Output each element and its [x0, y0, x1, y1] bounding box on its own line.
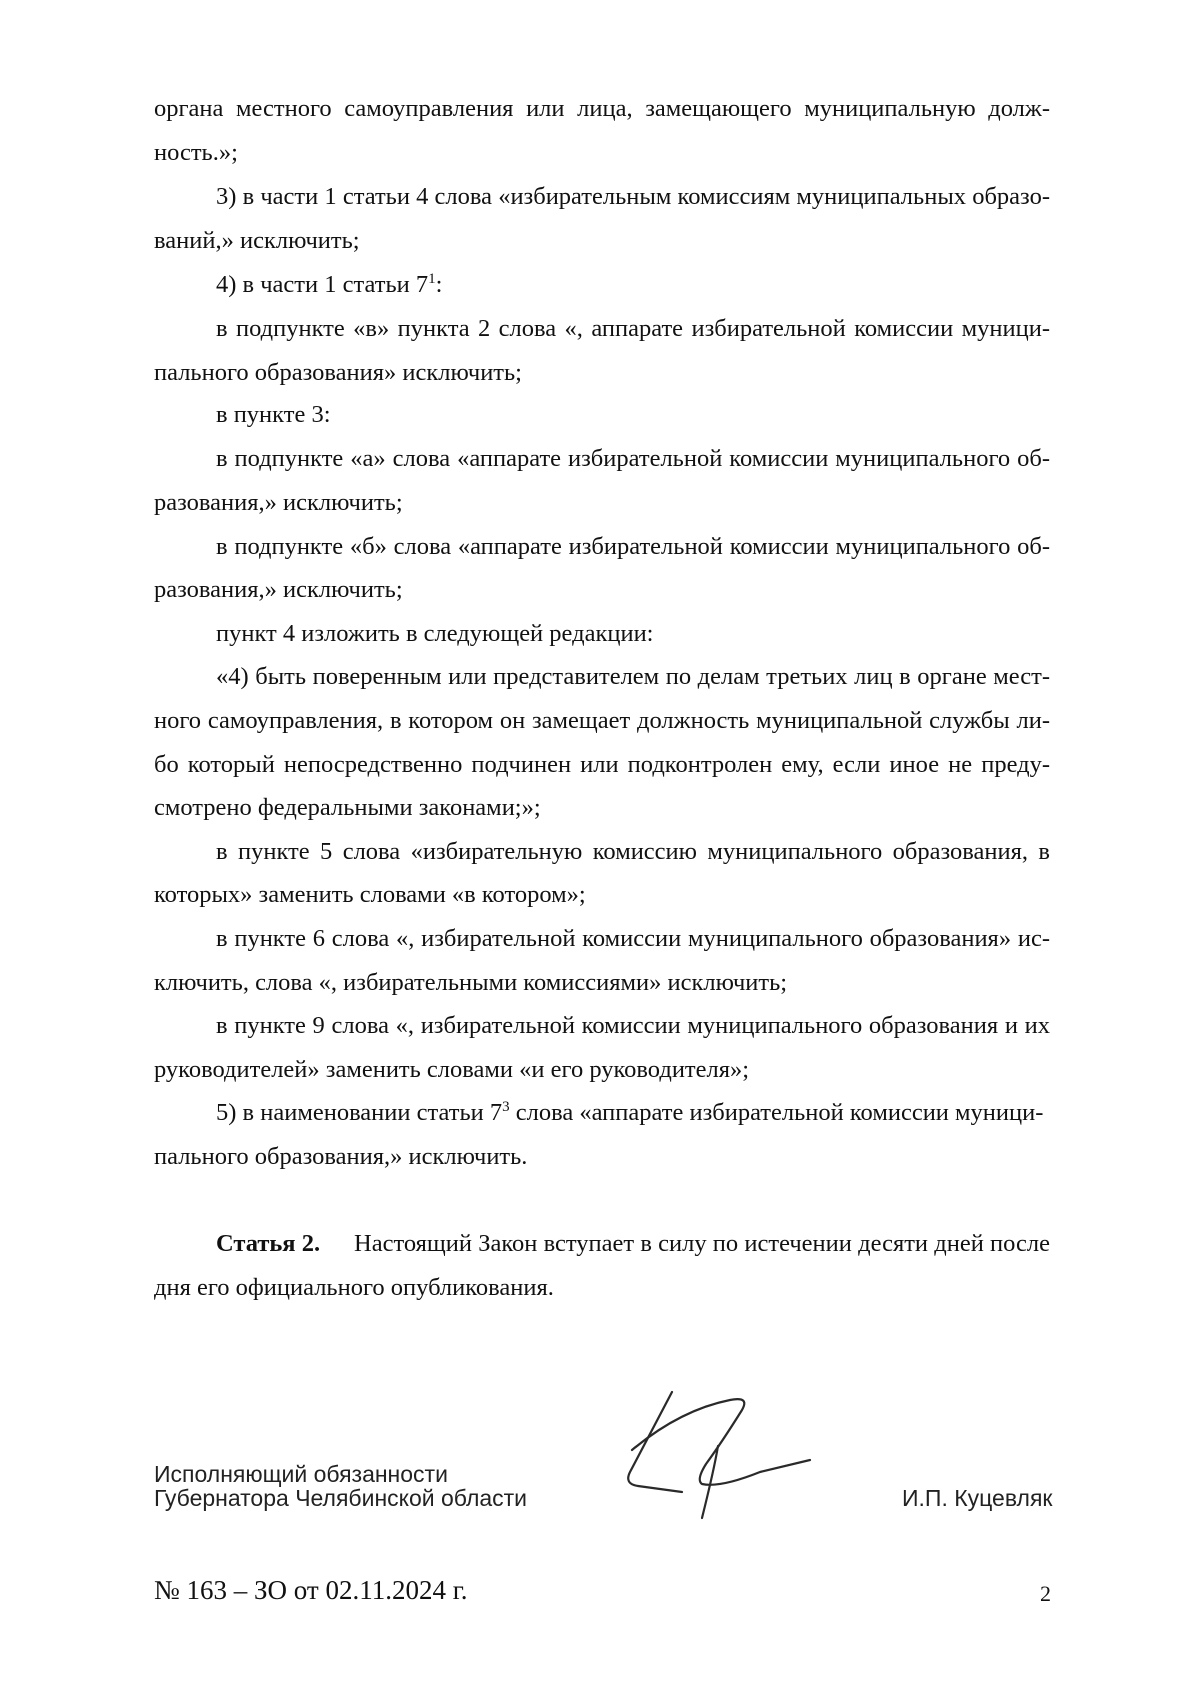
body-text-fragment: [216, 1098, 1043, 1128]
body-text-line: смотрено федеральными законами;»;: [154, 794, 541, 821]
body-text-line: в подпункте «а» слова «аппарате избирательной комиссии муниципального об-: [216, 445, 1050, 472]
article-label: Статья 2.: [216, 1230, 321, 1257]
body-text-line: в пункте 9 слова «, избирательной комиссии муниципального образования и их: [216, 1012, 1050, 1039]
body-text-line: разования,» исключить;: [154, 489, 403, 516]
body-text-line: [216, 270, 442, 300]
article-text: Настоящий Закон вступает в силу по истечении десяти дней после: [354, 1230, 1050, 1257]
body-text-fragment: слова «аппарате избирательной комиссии муници-: [509, 1099, 1044, 1126]
body-text-line: [216, 1098, 1050, 1128]
body-text-line: разования,» исключить;: [154, 576, 403, 603]
body-text-line: пункт 4 изложить в следующей редакции:: [216, 620, 654, 647]
article-2-line: [216, 1229, 1050, 1259]
body-text-line: ключить, слова «, избирательными комиссиями» исключить;: [154, 969, 788, 996]
body-text-line: 3) в части 1 статьи 4 слова «избирательным комиссиям муниципальных образо-: [216, 183, 1050, 210]
body-text-line: бо который непосредственно подчинен или подконтролен ему, если иное не преду-: [154, 751, 1050, 778]
body-text-line: ность.»;: [154, 139, 238, 166]
handwritten-signature: [610, 1380, 850, 1520]
body-text-line: органа местного самоуправления или лица, замещающего муниципальную долж-: [154, 95, 1050, 122]
body-text-line: ваний,» исключить;: [154, 227, 360, 254]
body-text-line: руководителей» заменить словами «и его руководителя»;: [154, 1056, 750, 1083]
body-text-line: ного самоуправления, в котором он замещает должность муниципальной службы ли-: [154, 707, 1050, 734]
superscript: 1: [428, 271, 436, 287]
superscript: 3: [502, 1099, 510, 1115]
body-text-line: в подпункте «в» пункта 2 слова «, аппарате избирательной комиссии муници-: [216, 315, 1050, 342]
body-text-line: в пункте 3:: [216, 401, 331, 428]
body-text-line: пального образования» исключить;: [154, 359, 522, 386]
body-text-fragment: :: [435, 271, 443, 298]
body-text-line: пального образования,» исключить.: [154, 1143, 528, 1170]
body-text-fragment: 5) в наименовании статьи 7: [216, 1099, 503, 1126]
page-number: 2: [1040, 1581, 1051, 1606]
article-text-continuation: дня его официального опубликования.: [154, 1274, 554, 1301]
body-text-line: которых» заменить словами «в котором»;: [154, 881, 586, 908]
body-text-line: в пункте 6 слова «, избирательной комиссии муниципального образования» ис-: [216, 925, 1050, 952]
signatory-position: Губернатора Челябинской области: [154, 1485, 528, 1511]
body-text-line: «4) быть поверенным или представителем по делам третьих лиц в органе мест-: [216, 663, 1050, 690]
body-text-line: в пункте 5 слова «избирательную комиссию муниципального образования, в: [216, 838, 1050, 865]
signatory-position: Исполняющий обязанности: [154, 1461, 448, 1487]
signatory-name: И.П. Куцевляк: [902, 1485, 1053, 1511]
law-registration-number: № 163 – ЗО от 02.11.2024 г.: [154, 1575, 468, 1605]
body-text-fragment: 4) в части 1 статьи 7: [216, 271, 429, 298]
body-text-line: в подпункте «б» слова «аппарате избирательной комиссии муниципального об-: [216, 533, 1050, 560]
